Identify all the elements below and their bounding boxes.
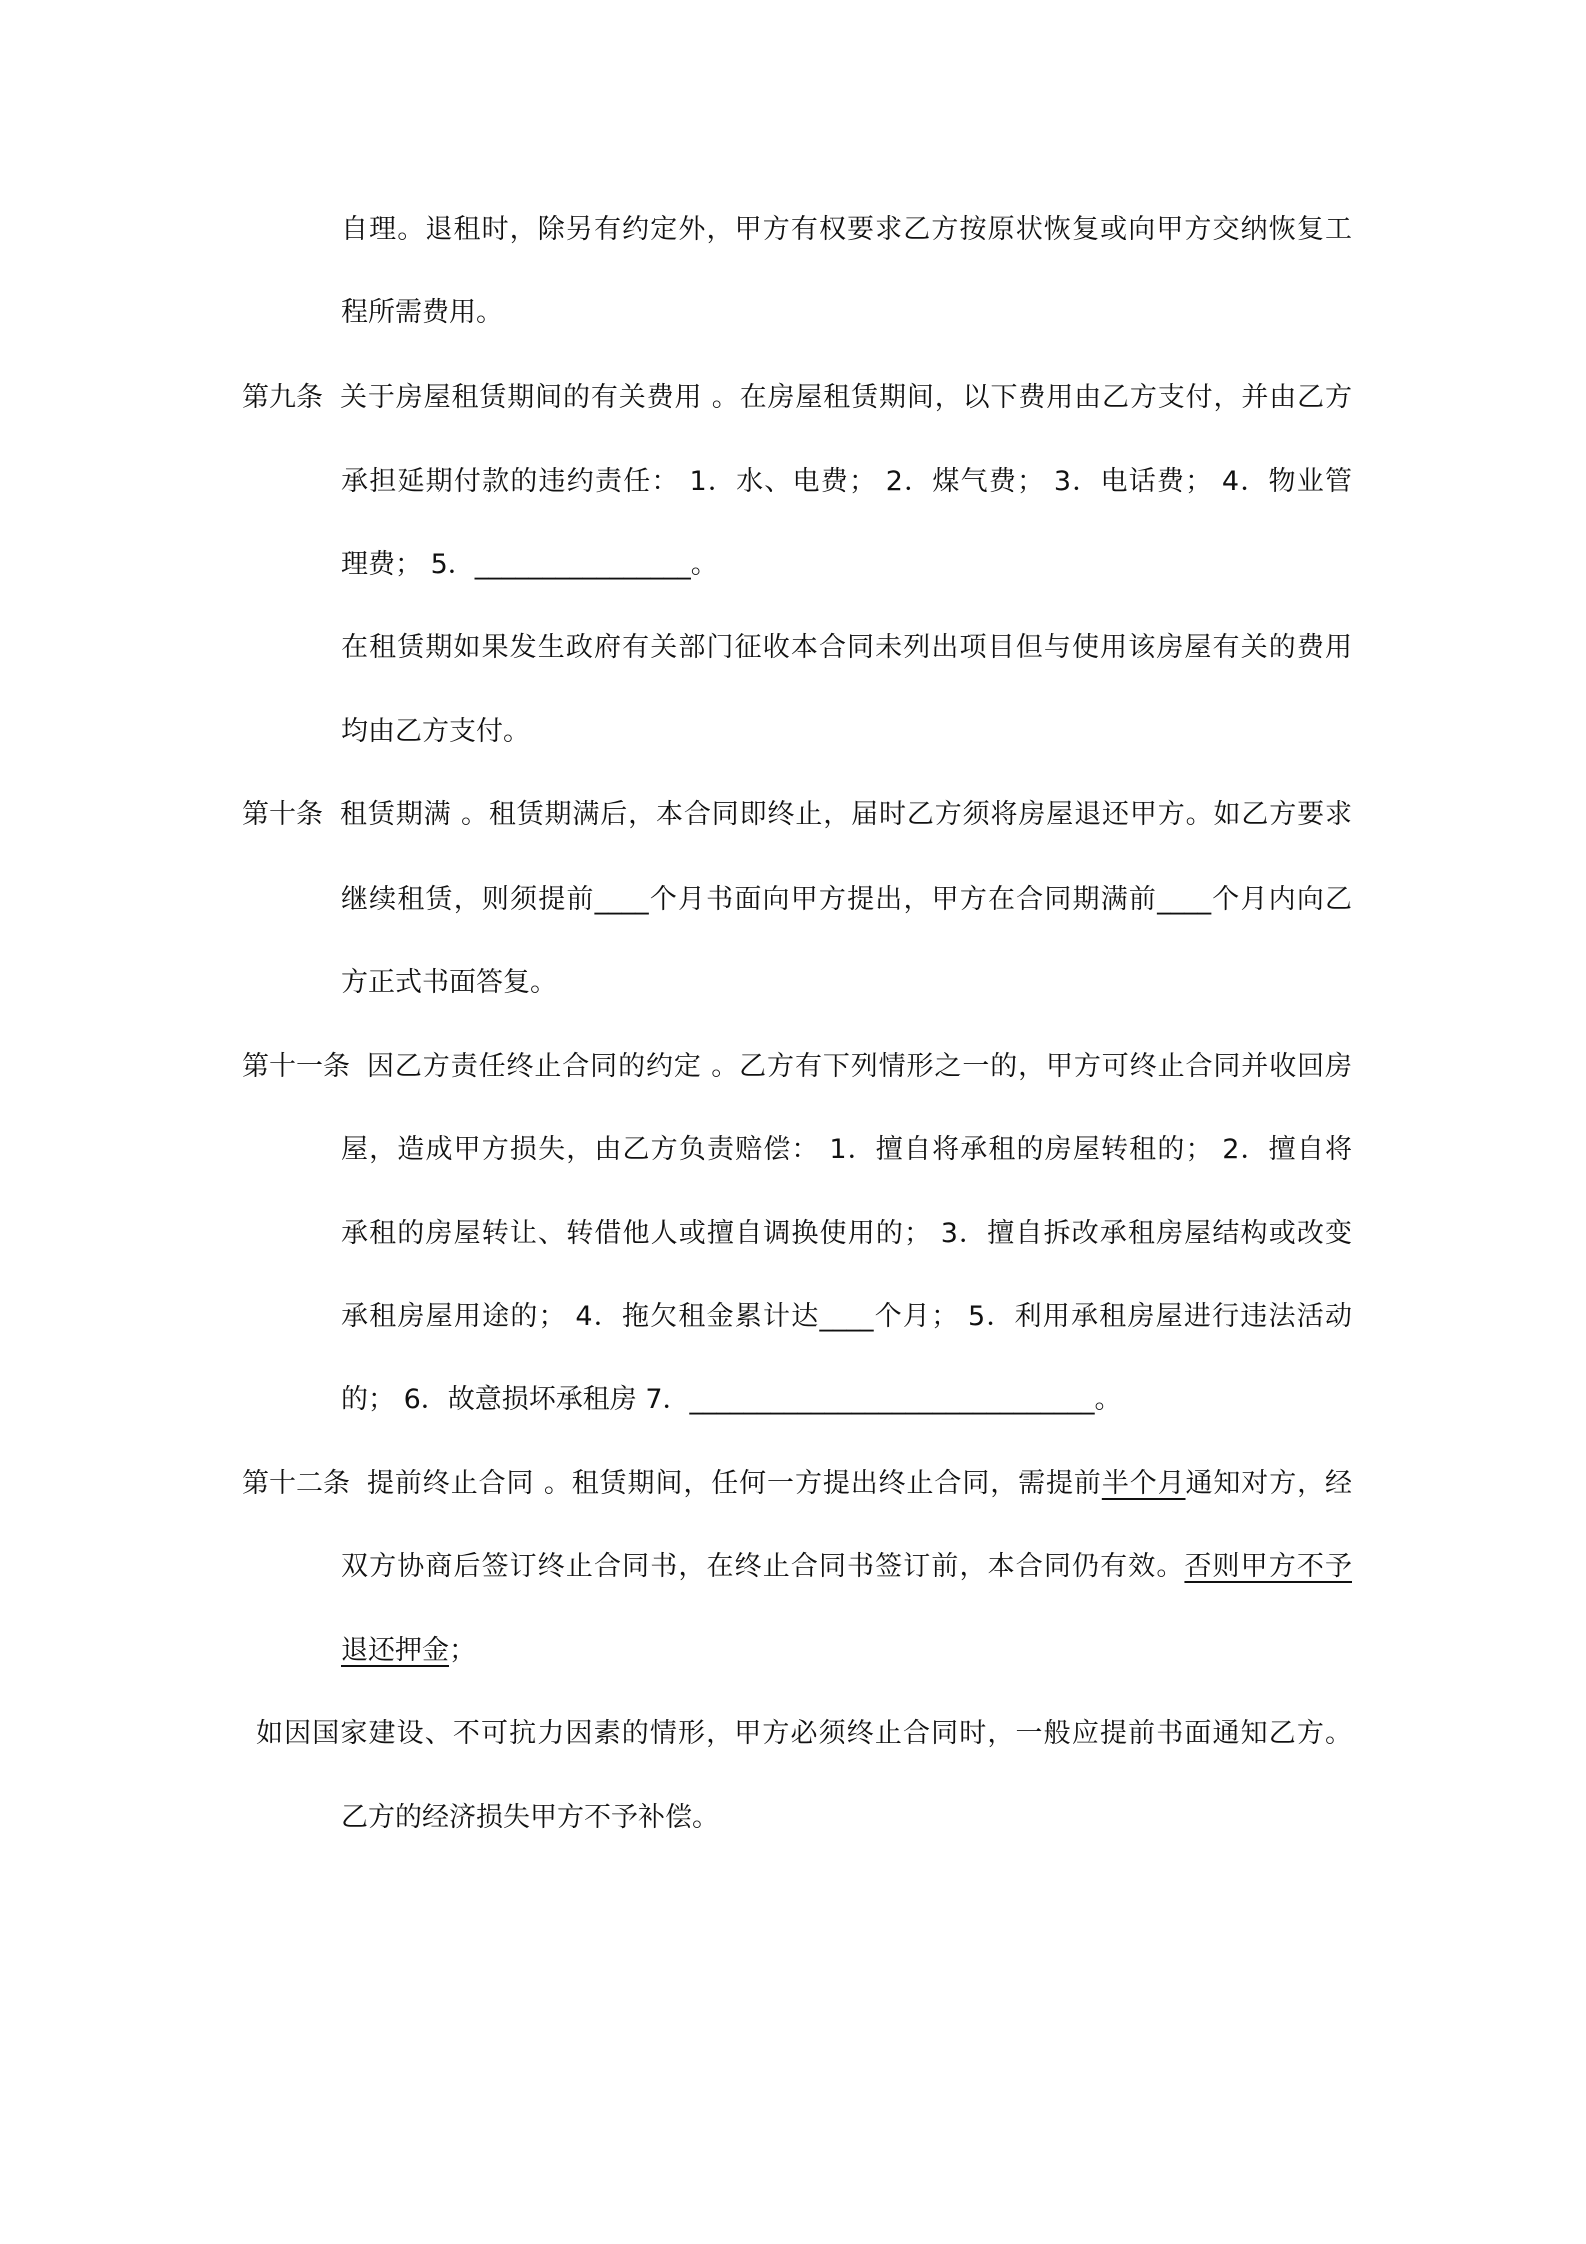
underlined-text: 退还押金: [341, 1635, 449, 1666]
clause-11-heading-line: [242, 1047, 1352, 1087]
underlined-text: 半个月: [1101, 1468, 1186, 1499]
clause-label: 第九条: [242, 382, 323, 413]
text-line: 如因国家建设、不可抗力因素的情形，甲方必须终止合同时，一般应提前书面通知乙方。: [256, 1718, 1352, 1749]
text-line: 屋，造成甲方损失，由乙方负责赔偿： 1．擅自将承租的房屋转租的； 2．擅自将: [341, 1134, 1352, 1165]
text-line: 承担延期付款的违约责任： 1．水、电费； 2．煤气费； 3．电话费； 4．物业管: [341, 466, 1352, 497]
clause-label: 第十一条: [242, 1051, 350, 1082]
text-line: 承租的房屋转让、转借他人或擅自调换使用的； 3．擅自拆改承租房屋结构或改变: [341, 1218, 1352, 1249]
text-line: 承租房屋用途的； 4．拖欠租金累计达____个月； 5．利用承租房屋进行违法活动: [341, 1301, 1352, 1332]
underlined-text: 否则甲方不予: [1184, 1551, 1352, 1582]
text-line: 自理。退租时，除另有约定外，甲方有权要求乙方按原状恢复或向甲方交纳恢复工: [341, 214, 1352, 245]
clause-9-heading-line: [242, 378, 1352, 418]
text-segment: ；: [449, 1635, 476, 1666]
clause-text: 因乙方责任终止合同的约定 。乙方有下列情形之一的，甲方可终止合同并收回房: [367, 1051, 1352, 1082]
clause-12-heading-line: [242, 1464, 1352, 1504]
clause-label: 第十二条: [242, 1468, 350, 1499]
text-line: 在租赁期如果发生政府有关部门征收本合同未列出项目但与使用该房屋有关的费用: [341, 632, 1352, 663]
clause-text: 租赁期满 。租赁期满后，本合同即终止，届时乙方须将房屋退还甲方。如乙方要求: [340, 799, 1352, 830]
text-line: [341, 1547, 1352, 1587]
text-line: 的； 6．故意损坏承租房 7．______________________________。: [341, 1384, 1122, 1415]
text-line: 继续租赁，则须提前____个月书面向甲方提出，甲方在合同期满前____个月内向乙: [341, 884, 1352, 915]
clause-10-heading-line: [242, 795, 1352, 835]
text-segment: 通知对方，经: [1185, 1468, 1352, 1499]
clause-text: 关于房屋租赁期间的有关费用 。在房屋租赁期间，以下费用由乙方支付，并由乙方: [340, 382, 1352, 413]
text-line: 乙方的经济损失甲方不予补偿。: [341, 1802, 719, 1833]
text-line: 均由乙方支付。: [341, 716, 530, 747]
text-line: 理费； 5．________________。: [341, 549, 718, 580]
clause-text: [367, 1464, 1352, 1504]
text-line: 程所需费用。: [341, 297, 503, 328]
text-segment: 双方协商后签订终止合同书，在终止合同书签订前，本合同仍有效。: [341, 1551, 1185, 1582]
clause-label: 第十条: [242, 799, 323, 830]
text-line: [341, 1631, 1352, 1671]
text-line: 方正式书面答复。: [341, 967, 557, 998]
text-segment: 提前终止合同 。租赁期间，任何一方提出终止合同，需提前: [367, 1468, 1102, 1499]
